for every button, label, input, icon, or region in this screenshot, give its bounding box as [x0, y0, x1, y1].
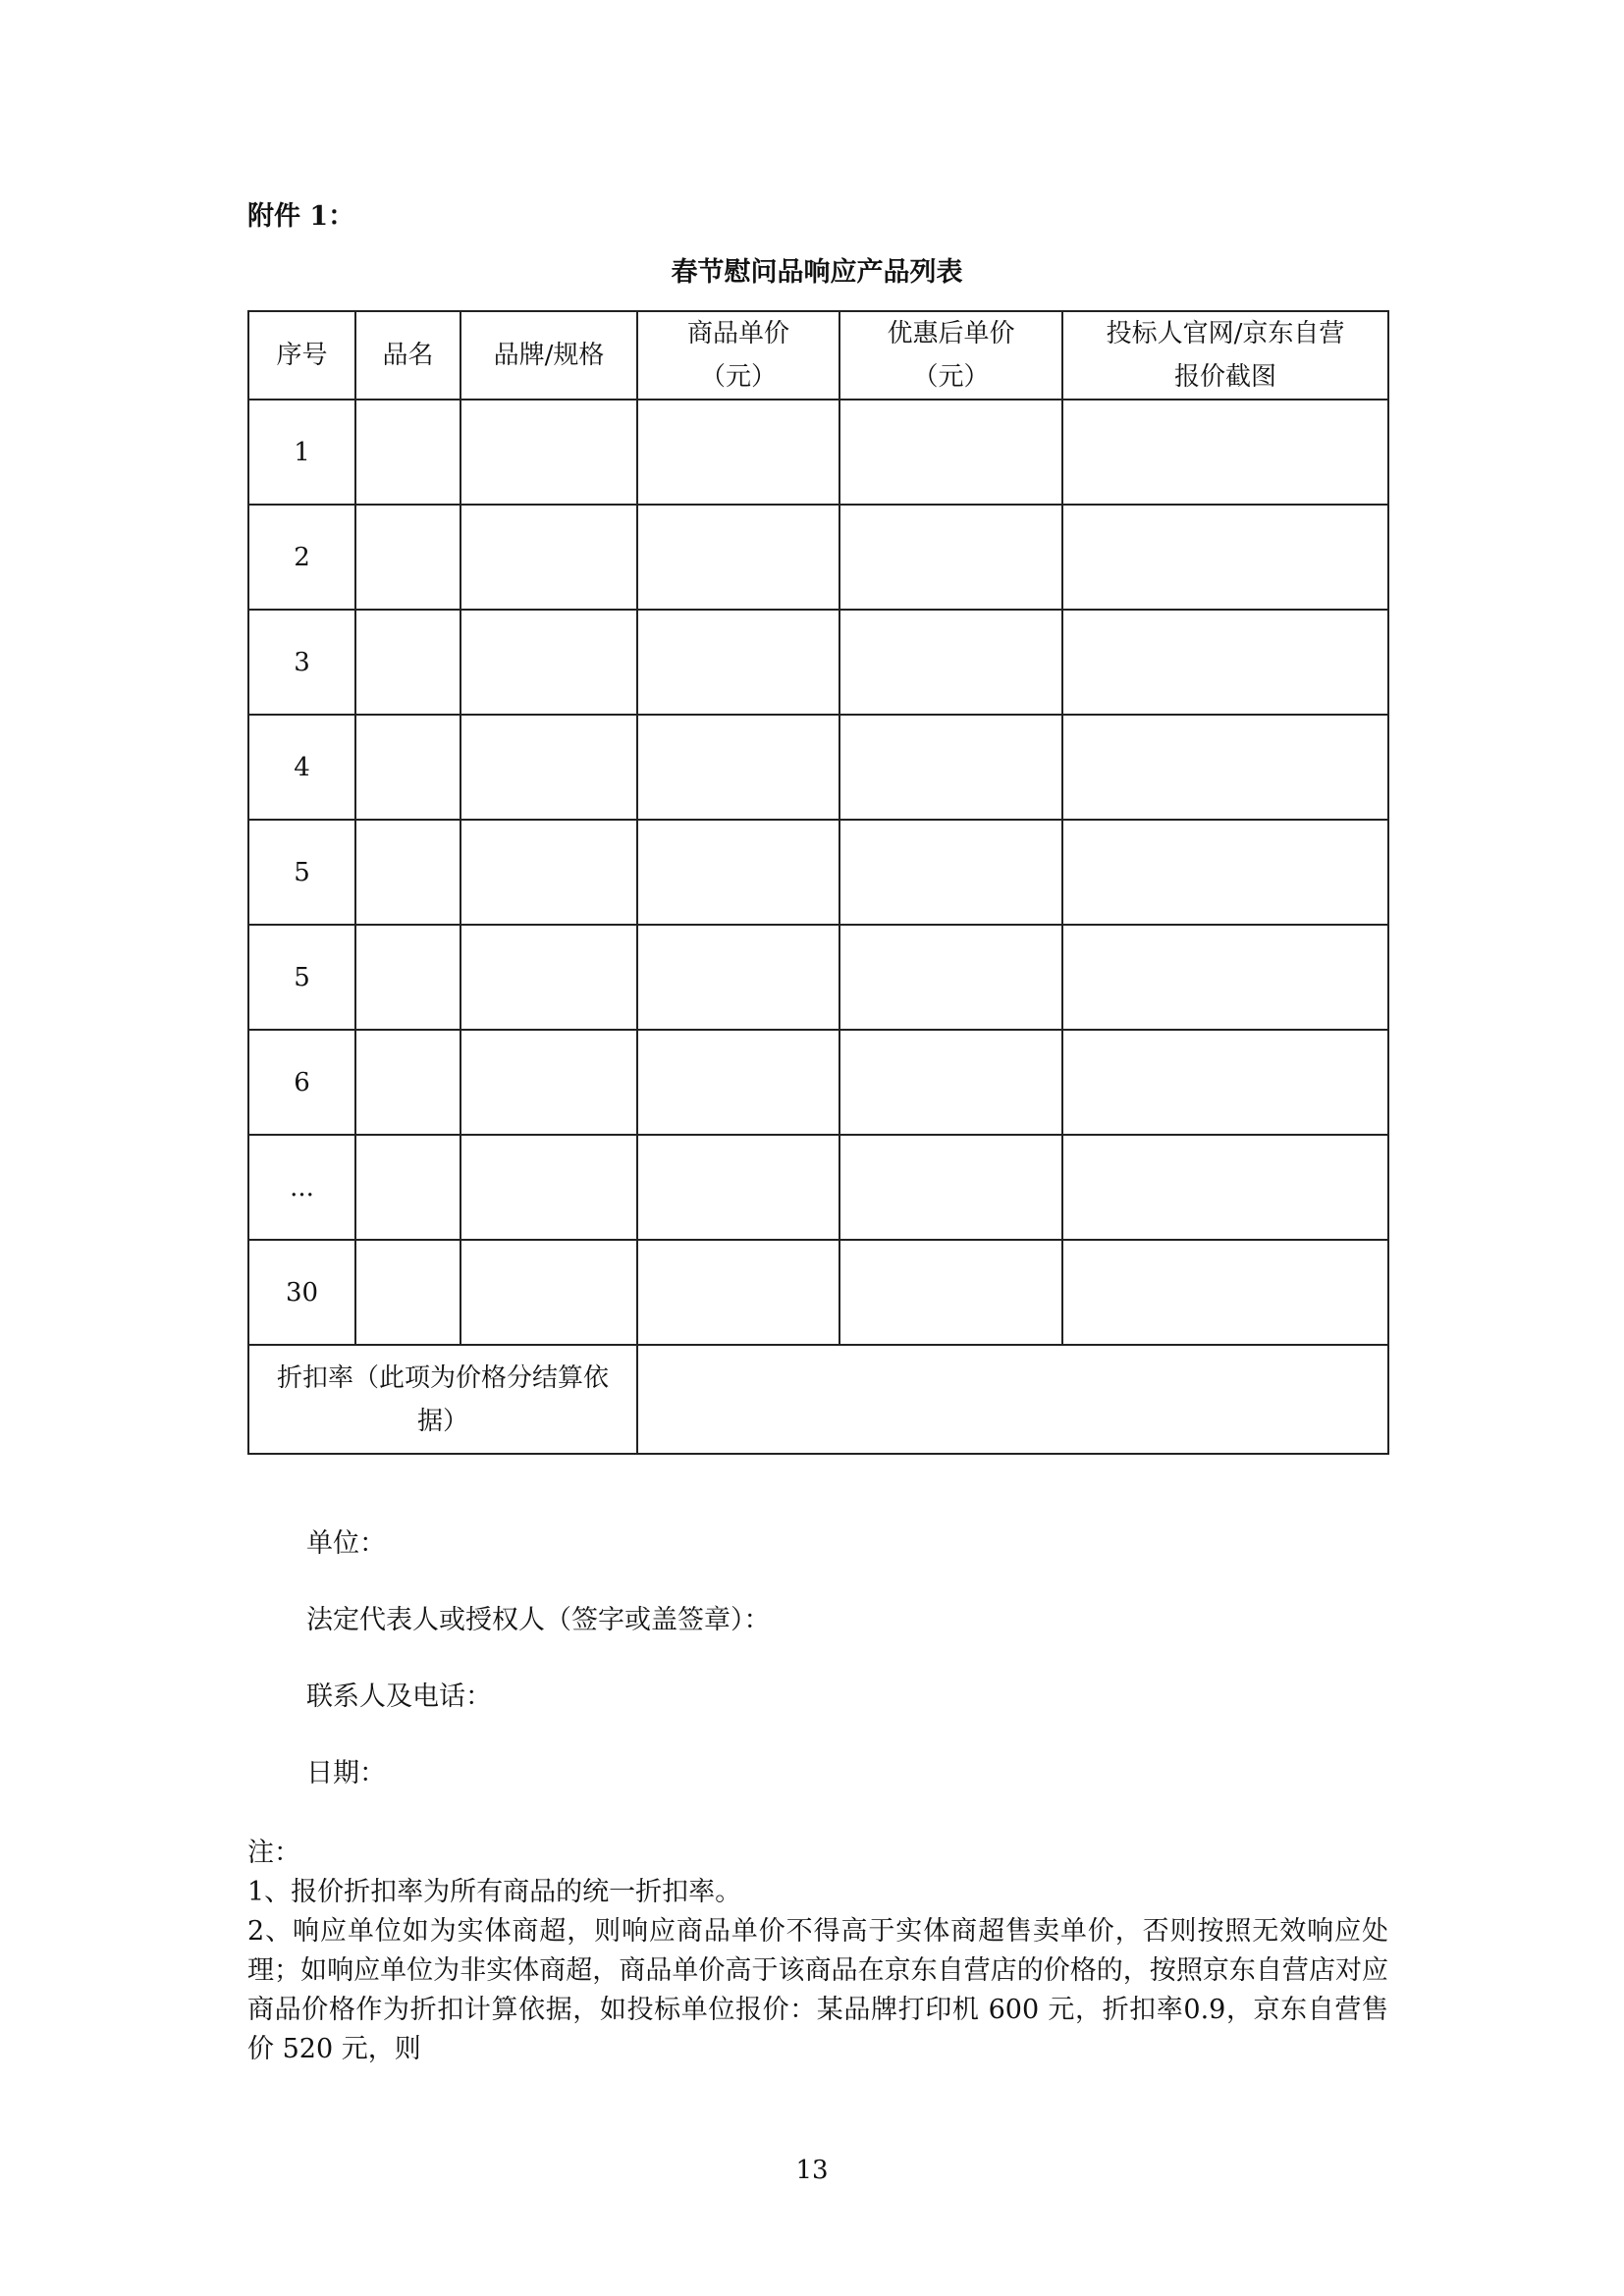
brand-spec-cell — [460, 610, 637, 715]
product-name-cell — [355, 1135, 460, 1240]
quote-screenshot-cell — [1062, 1135, 1388, 1240]
discounted-price-cell — [839, 820, 1062, 925]
discounted-price-cell — [839, 925, 1062, 1030]
unit-price-cell — [637, 505, 839, 610]
table-row — [248, 505, 1388, 610]
brand-spec-cell — [460, 505, 637, 610]
header-serial-number: 序号 — [248, 311, 355, 400]
notes-section — [247, 1834, 1388, 2069]
quote-screenshot-cell — [1062, 1030, 1388, 1135]
header-brand-spec: 品牌/规格 — [460, 311, 637, 400]
row-number-cell: 5 — [248, 925, 355, 1030]
quote-screenshot-cell — [1062, 505, 1388, 610]
discounted-price-cell — [839, 715, 1062, 820]
discount-rate-row — [248, 1345, 1388, 1454]
brand-spec-cell — [460, 1135, 637, 1240]
table-row — [248, 715, 1388, 820]
discounted-price-cell — [839, 610, 1062, 715]
brand-spec-cell — [460, 400, 637, 505]
date-field: 日期： — [306, 1758, 386, 1789]
table-row — [248, 400, 1388, 505]
row-number-cell: 1 — [248, 400, 355, 505]
discounted-price-cell — [839, 1240, 1062, 1345]
brand-spec-cell — [460, 925, 637, 1030]
table-row — [248, 925, 1388, 1030]
product-name-cell — [355, 715, 460, 820]
product-name-cell — [355, 1030, 460, 1135]
header-discounted-price: 优惠后单价 （元） — [839, 311, 1062, 400]
table-row — [248, 820, 1388, 925]
table-row — [248, 610, 1388, 715]
attachment-label: 附件 1： — [247, 201, 355, 232]
unit-price-cell — [637, 820, 839, 925]
row-number-cell: ... — [248, 1135, 355, 1240]
header-unit-price: 商品单价 （元） — [637, 311, 839, 400]
notes-heading: 注： — [247, 1838, 300, 1868]
discount-rate-value-cell — [637, 1345, 1388, 1454]
table-row — [248, 1240, 1388, 1345]
note-item-1: 1、报价折扣率为所有商品的统一折扣率。 — [247, 1877, 742, 1907]
brand-spec-cell — [460, 1240, 637, 1345]
contact-phone-field: 联系人及电话： — [306, 1682, 492, 1712]
unit-price-cell — [637, 1240, 839, 1345]
product-name-cell — [355, 1240, 460, 1345]
legal-representative-field: 法定代表人或授权人（签字或盖签章）： — [306, 1605, 771, 1635]
product-name-cell — [355, 820, 460, 925]
unit-price-cell — [637, 1030, 839, 1135]
discounted-price-cell — [839, 505, 1062, 610]
header-quote-screenshot: 投标人官网/京东自营 报价截图 — [1062, 311, 1388, 400]
discounted-price-cell — [839, 1135, 1062, 1240]
table-header-row — [248, 311, 1388, 400]
quote-screenshot-cell — [1062, 610, 1388, 715]
discount-rate-label: 折扣率（此项为价格分结算依据） — [248, 1345, 637, 1454]
product-name-cell — [355, 925, 460, 1030]
row-number-cell: 4 — [248, 715, 355, 820]
row-number-cell: 2 — [248, 505, 355, 610]
quote-screenshot-cell — [1062, 925, 1388, 1030]
table-row — [248, 1030, 1388, 1135]
brand-spec-cell — [460, 715, 637, 820]
unit-price-cell — [637, 715, 839, 820]
unit-price-cell — [637, 1135, 839, 1240]
quote-screenshot-cell — [1062, 400, 1388, 505]
row-number-cell: 3 — [248, 610, 355, 715]
page-number: 13 — [795, 2156, 829, 2185]
discounted-price-cell — [839, 1030, 1062, 1135]
header-product-name: 品名 — [355, 311, 460, 400]
quote-screenshot-cell — [1062, 715, 1388, 820]
row-number-cell: 30 — [248, 1240, 355, 1345]
quote-screenshot-cell — [1062, 820, 1388, 925]
discounted-price-cell — [839, 400, 1062, 505]
unit-price-cell — [637, 610, 839, 715]
unit-price-cell — [637, 925, 839, 1030]
product-list-table — [247, 310, 1389, 1455]
unit-field: 单位： — [306, 1528, 386, 1559]
row-number-cell: 5 — [248, 820, 355, 925]
table-title: 春节慰问品响应产品列表 — [671, 257, 963, 288]
table-row — [248, 1135, 1388, 1240]
product-name-cell — [355, 400, 460, 505]
product-name-cell — [355, 505, 460, 610]
brand-spec-cell — [460, 820, 637, 925]
quote-screenshot-cell — [1062, 1240, 1388, 1345]
product-name-cell — [355, 610, 460, 715]
row-number-cell: 6 — [248, 1030, 355, 1135]
note-item-2: 2、响应单位如为实体商超，则响应商品单价不得高于实体商超售卖单价，否则按照无效响应处理；如响应单位为非实体商超，商品单价高于该商品在京东自营店的价格的，按照京东自营店对应商品价格作为折扣计算依据，如投标单位报价：某品牌打印机 600 元，折扣率0.9，京东自营售价 520 元，则 — [247, 1916, 1388, 2064]
brand-spec-cell — [460, 1030, 637, 1135]
unit-price-cell — [637, 400, 839, 505]
